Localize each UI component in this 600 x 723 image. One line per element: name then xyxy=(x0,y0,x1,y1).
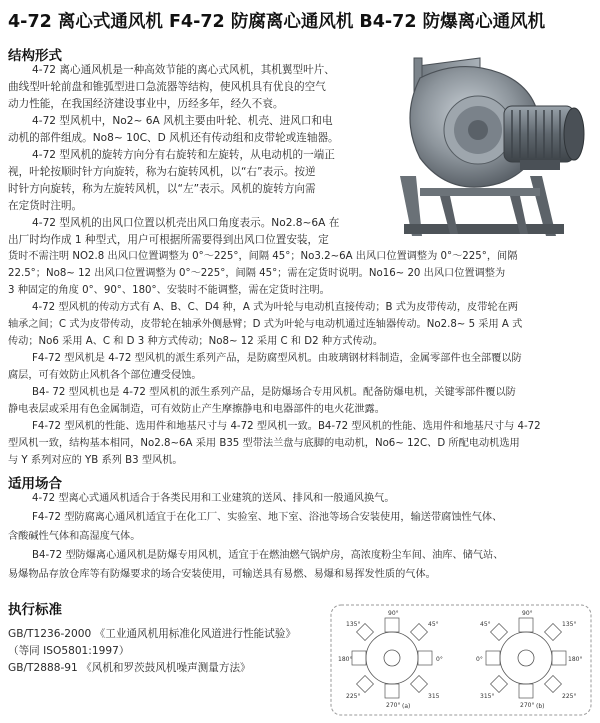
paragraph-line: F4-72 型风机是 4-72 型风机的派生系列产品，是防腐型风机。由玻璃钢材料制造，金属零部件也全部覆以防 xyxy=(32,353,522,364)
paragraph-line: 4-72 型风机的传动方式有 A、B、C、D4 种，A 式为叶轮与电动机直接传动；B 式为皮带传动，皮带轮在两 xyxy=(32,302,518,313)
centrifugal-fan-image xyxy=(380,48,592,244)
paragraph-line: 静电表层或采用有色金属制造，可有效防止产生摩擦静电和电器部件的电火花泄露。 xyxy=(8,404,385,415)
angle-label: 270° xyxy=(386,702,401,709)
angle-label: 0° xyxy=(436,656,443,663)
angle-label: 135° xyxy=(346,621,361,628)
paragraph-line: F4-72 型防腐离心通风机适宜于在化工厂、实验室、地下室、浴池等场合安装使用，输送带腐蚀性气体、 xyxy=(32,512,503,523)
paragraph-line: 时针方向旋转，称为左旋转风机，以“左”表示。风机的旋转方向需 xyxy=(8,183,316,195)
angle-label: 135° xyxy=(562,621,577,628)
paragraph-line: B4- 72 型风机也是 4-72 型风机的派生系列产品，是防爆场合专用风机。配备防爆电机，关键零部件覆以防 xyxy=(32,387,516,398)
outlet-angle-diagram xyxy=(330,604,592,716)
diagram-caption: (a) xyxy=(402,703,411,710)
paragraph-line: 出厂时均作成 1 种型式，用户可根据所需要得到出风口位置安装，定 xyxy=(8,234,329,246)
paragraph-line: 3 种固定的角度 0°、90°、180°、安装时不能调整，需在定货时注明。 xyxy=(8,285,330,296)
page-title: 4-72 离心式通风机 F4-72 防腐离心通风机 B4-72 防爆离心通风机 xyxy=(8,12,546,32)
section-heading-usage: 适用场合 xyxy=(8,476,62,492)
paragraph-line: 4-72 离心通风机是一种高效节能的离心式风机，其机翼型叶片、 xyxy=(32,64,335,76)
paragraph-line: 在定货时注明。 xyxy=(8,200,83,212)
section-heading-structure: 结构形式 xyxy=(8,48,62,64)
standard-item: （等同 ISO5801:1997） xyxy=(8,645,130,657)
paragraph-line: 与 Y 系列对应的 YB 系列 B3 型风机。 xyxy=(8,455,183,466)
paragraph-line: B4-72 型防爆离心通风机是防爆专用风机，适宜于在燃油燃气锅炉房，高浓度粉尘车间、油库、储气站、 xyxy=(32,550,504,561)
angle-label: 315 xyxy=(428,693,440,700)
paragraph-line: 动力性能，在我国经济建设事业中，历经多年，经久不衰。 xyxy=(8,98,284,110)
angle-label: 180° xyxy=(338,656,353,663)
standard-item: GB/T2888-91 《风机和罗茨鼓风机噪声测量方法》 xyxy=(8,662,251,674)
angle-label: 0° xyxy=(476,656,483,663)
paragraph-line: 动机的部件组成。No8~ 10C、D 风机还有传动组和皮带轮或连轴器。 xyxy=(8,132,339,144)
paragraph-line: 传动；No6 采用 A、C 和 D 3 种方式传动；No8~ 12 采用 C 和 D2 种方式传动。 xyxy=(8,336,384,347)
angle-label: 270° xyxy=(520,702,535,709)
angle-label: 45° xyxy=(480,621,491,628)
angle-label: 90° xyxy=(388,610,399,617)
paragraph-line: F4-72 型风机的性能、选用件和地基尺寸与 4-72 型风机一致。B4-72 型风机的性能、选用件和地基尺寸与 4-72 xyxy=(32,421,541,432)
diagram-caption: (b) xyxy=(536,703,545,710)
paragraph-line: 4-72 型风机中，No2~ 6A 风机主要由叶轮、机壳、进风口和电 xyxy=(32,115,333,127)
paragraph-line: 轴承之间；C 式为皮带传动，皮带轮在轴承外侧悬臂；D 式为叶轮与电动机通过连轴器传动。No2.8~ 5 采用 A 式 xyxy=(8,319,523,330)
section-heading-standards: 执行标准 xyxy=(8,602,62,618)
paragraph-line: 曲线型叶轮前盘和锥弧型进口急流器等结构，使风机具有优良的空气 xyxy=(8,81,326,93)
angle-label: 180° xyxy=(568,656,583,663)
angle-label: 225° xyxy=(346,693,361,700)
paragraph-line: 视，叶轮按顺时针方向旋转，称为右旋转风机，以“右”表示。按逆 xyxy=(8,166,316,178)
paragraph-line: 4-72 型离心式通风机适合于各类民用和工业建筑的送风、排风和一般通风换气。 xyxy=(32,493,395,504)
angle-label: 225° xyxy=(562,693,577,700)
standard-item: GB/T1236-2000 《工业通风机用标准化风道进行性能试验》 xyxy=(8,628,296,640)
angle-label: 315° xyxy=(480,693,495,700)
paragraph-line: 易爆物品存放仓库等有防爆要求的场合安装使用，可输送具有易燃、易爆和易挥发性质的气体。 xyxy=(8,569,436,580)
paragraph-line: 4-72 型风机的旋转方向分有右旋转和左旋转，从电动机的一端正 xyxy=(32,149,335,161)
paragraph-line: 22.5°；No8~ 12 出风口位置调整为 0°～225°，间隔 45°；需在定货时说明。No16~ 20 出风口位置调整为 xyxy=(8,268,506,279)
paragraph-line: 型风机一致，结构基本相同，No2.8~6A 采用 B35 型带法兰盘与底脚的电动机，No6~ 12C、D 所配电动机选用 xyxy=(8,438,520,449)
paragraph-line: 腐层，可有效防止风机各个部位遭受侵蚀。 xyxy=(8,370,202,381)
paragraph-line: 货时不需注明 NO2.8 出风口位置调整为 0°～225°，间隔 45°；No3.2~6A 出风口位置调整为 0°～225°，间隔 xyxy=(8,251,518,262)
angle-label: 45° xyxy=(428,621,439,628)
angle-label: 90° xyxy=(522,610,533,617)
paragraph-line: 含酸碱性气体和高湿度气体。 xyxy=(8,531,141,542)
paragraph-line: 4-72 型风机的出风口位置以机壳出风口角度表示。No2.8~6A 在 xyxy=(32,217,340,229)
